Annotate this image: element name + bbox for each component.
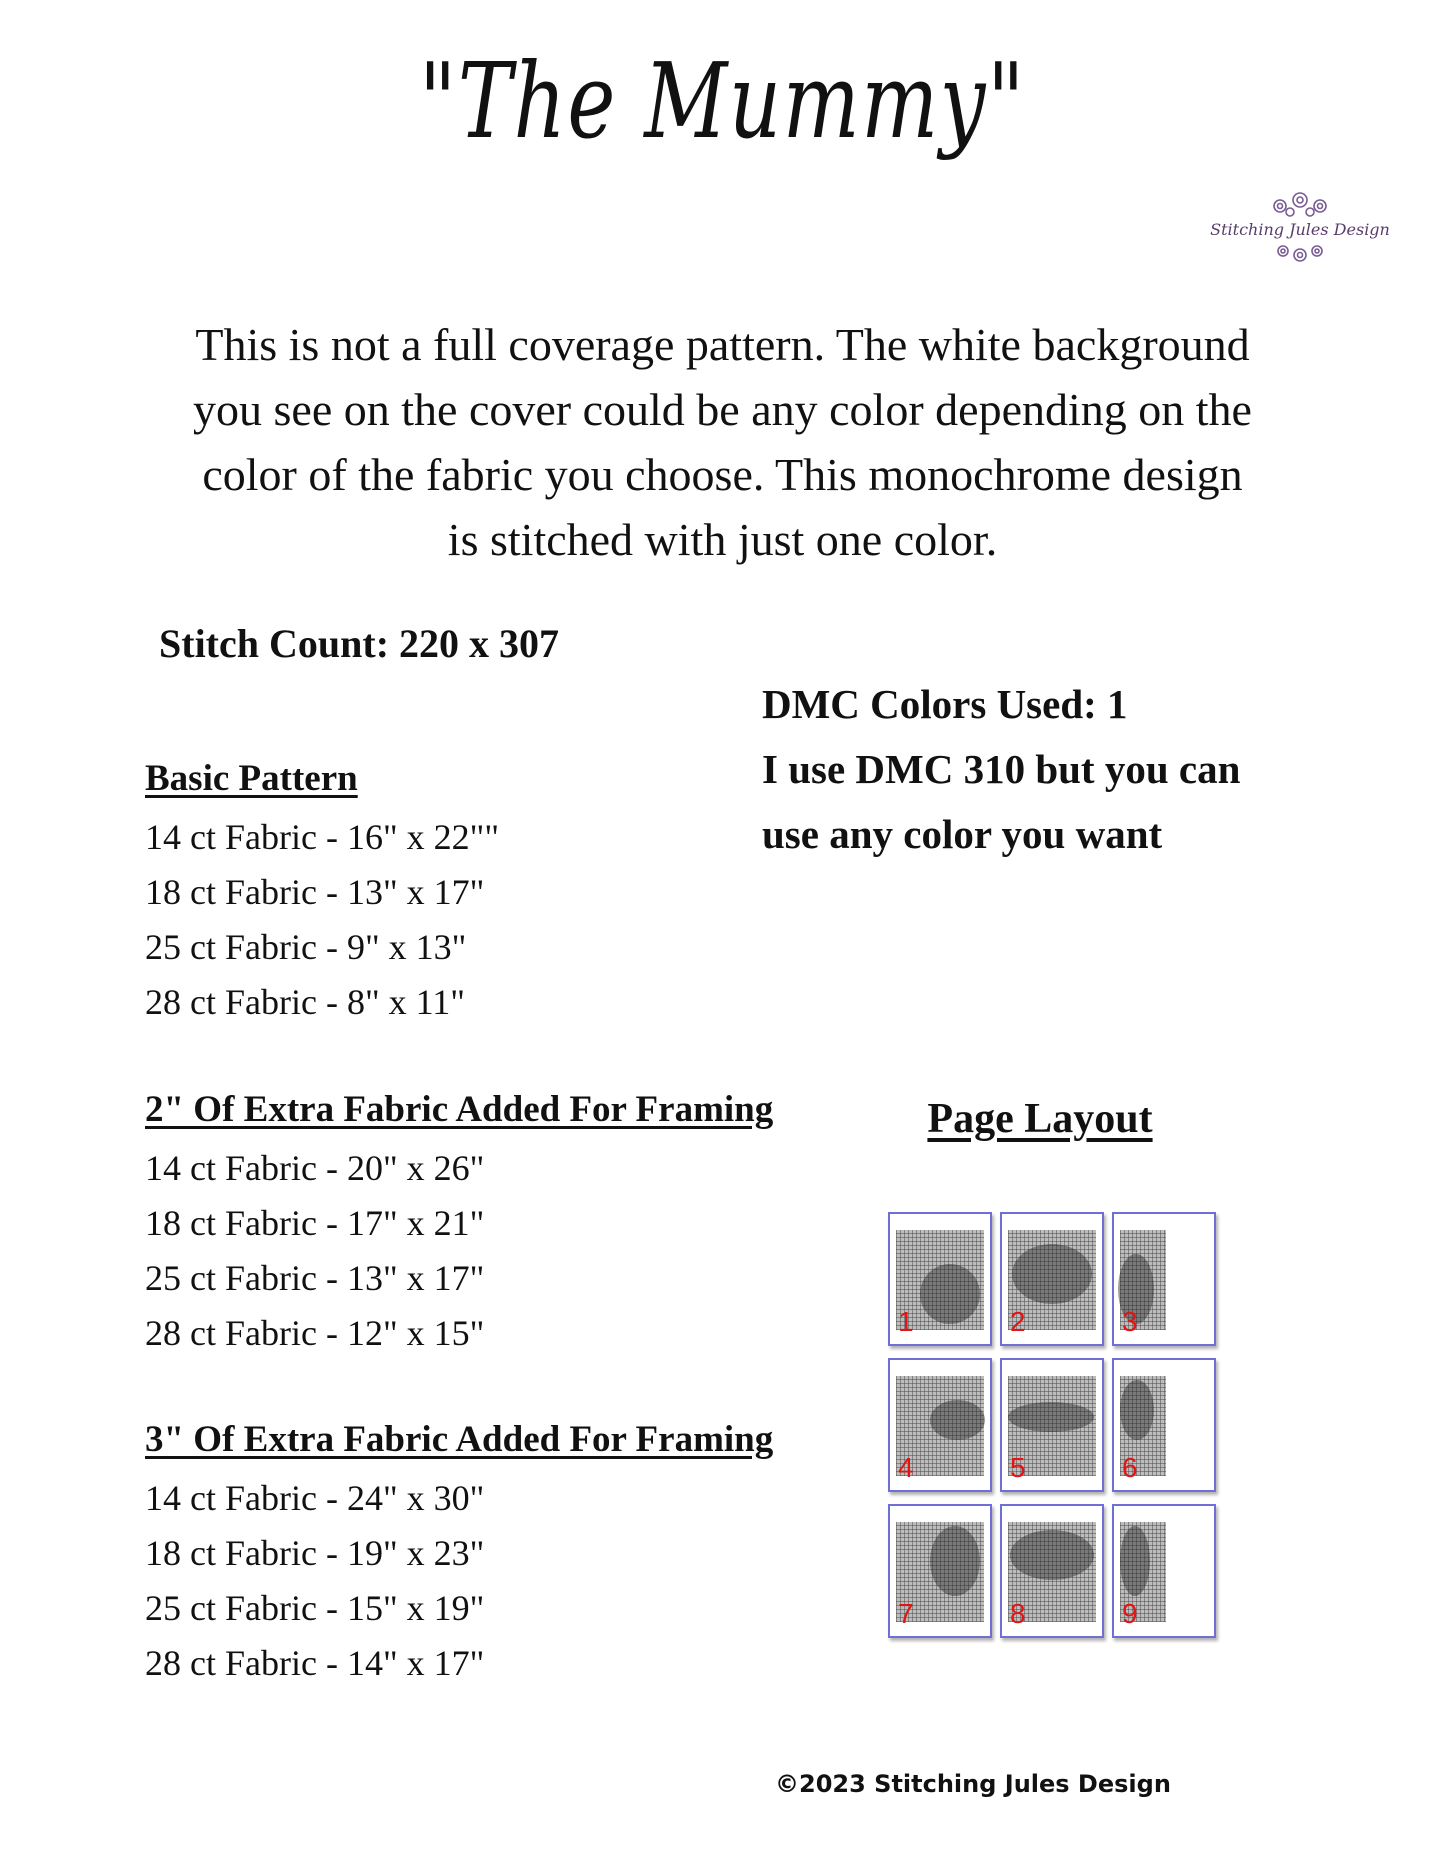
intro-line: you see on the cover could be any color depending on the <box>193 384 1252 435</box>
basic-pattern-section <box>145 757 499 1030</box>
section-heading: 3" Of Extra Fabric Added For Framing <box>145 1419 774 1460</box>
page-number: 7 <box>898 1598 914 1629</box>
page-number: 2 <box>1010 1306 1026 1337</box>
page-number: 1 <box>898 1306 914 1337</box>
layout-page-thumbnail <box>1112 1504 1216 1638</box>
fabric-size-row: 18 ct Fabric - 17" x 21" <box>145 1203 485 1243</box>
fabric-size-row: 14 ct Fabric - 24" x 30" <box>145 1478 485 1518</box>
page-number: 3 <box>1122 1306 1138 1337</box>
layout-page-thumbnail <box>1000 1504 1104 1638</box>
page-number: 6 <box>1122 1452 1138 1483</box>
intro-line: color of the fabric you choose. This monochrome design <box>202 449 1243 500</box>
page-number: 4 <box>898 1452 914 1483</box>
brand-logo <box>1210 190 1390 290</box>
page-number: 5 <box>1010 1452 1026 1483</box>
layout-page-thumbnail <box>888 1358 992 1492</box>
extra-3in-section <box>145 1418 773 1691</box>
fabric-size-row: 28 ct Fabric - 12" x 15" <box>145 1313 485 1353</box>
dmc-line: I use DMC 310 but you can <box>762 746 1241 792</box>
page-layout-grid <box>888 1212 1222 1632</box>
page-layout-title: Page Layout <box>927 1096 1153 1142</box>
layout-page-thumbnail <box>888 1504 992 1638</box>
extra-2in-section <box>145 1088 773 1361</box>
dmc-line: use any color you want <box>762 811 1163 857</box>
layout-page-thumbnail <box>888 1212 992 1346</box>
layout-page-thumbnail <box>1112 1212 1216 1346</box>
layout-page-thumbnail <box>1000 1358 1104 1492</box>
layout-page-thumbnail <box>1000 1212 1104 1346</box>
section-heading: Basic Pattern <box>145 758 358 799</box>
intro-line: This is not a full coverage pattern. The white background <box>195 319 1250 370</box>
fabric-size-row: 18 ct Fabric - 19" x 23" <box>145 1533 485 1573</box>
fabric-size-row: 18 ct Fabric - 13" x 17" <box>145 872 485 912</box>
fabric-size-row: 25 ct Fabric - 9" x 13" <box>145 927 467 967</box>
dmc-colors-note <box>762 672 1240 867</box>
intro-line: is stitched with just one color. <box>447 514 998 565</box>
copyright-footer: ©2023 Stitching Jules Design <box>775 1770 1171 1798</box>
page-number: 9 <box>1122 1598 1138 1629</box>
fabric-size-row: 25 ct Fabric - 15" x 19" <box>145 1588 485 1628</box>
page-number: 8 <box>1010 1598 1026 1629</box>
fabric-size-row: 14 ct Fabric - 20" x 26" <box>145 1148 485 1188</box>
stitch-count: Stitch Count: 220 x 307 <box>159 621 560 666</box>
layout-page-thumbnail <box>1112 1358 1216 1492</box>
fabric-size-row: 14 ct Fabric - 16" x 22"" <box>145 817 500 857</box>
section-heading: 2" Of Extra Fabric Added For Framing <box>145 1089 774 1130</box>
fabric-size-row: 28 ct Fabric - 8" x 11" <box>145 982 465 1022</box>
page-title: "The Mummy" <box>419 40 1026 162</box>
swirl-ornament-bottom-icon <box>1265 241 1335 265</box>
intro-paragraph <box>150 312 1295 572</box>
fabric-size-row: 25 ct Fabric - 13" x 17" <box>145 1258 485 1298</box>
logo-text: Stitching Jules Design <box>1210 220 1390 239</box>
fabric-size-row: 28 ct Fabric - 14" x 17" <box>145 1643 485 1683</box>
swirl-ornament-top-icon <box>1260 190 1340 218</box>
dmc-line: DMC Colors Used: 1 <box>762 681 1128 727</box>
